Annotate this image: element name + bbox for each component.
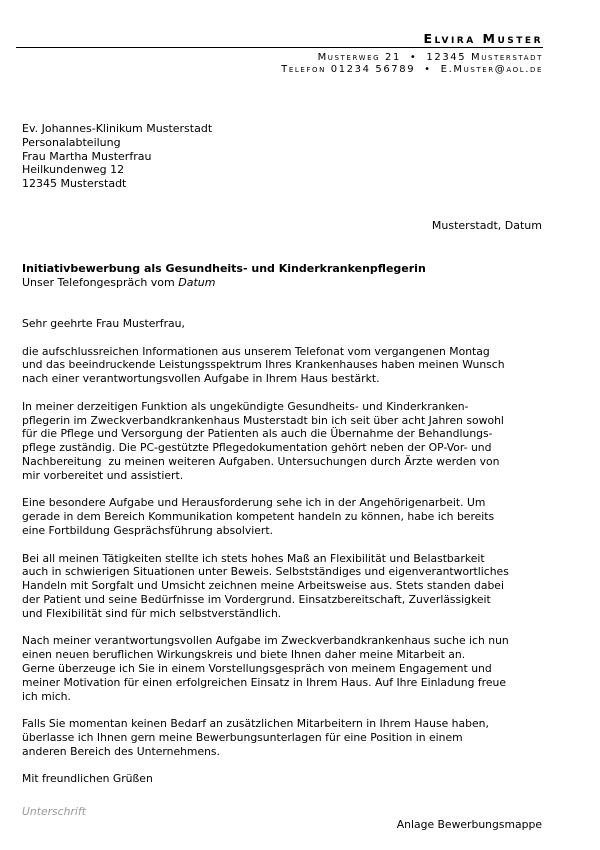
body-line: pflege zuständig. Die PC-gestützte Pflegedokumentation gehört neben der OP-Vor- und bbox=[22, 441, 492, 455]
salutation: Sehr geehrte Frau Musterfrau, bbox=[22, 317, 185, 330]
reference-prefix: Unser Telefongespräch vom bbox=[22, 276, 179, 289]
paragraph-5 bbox=[22, 634, 552, 703]
paragraph-4 bbox=[22, 552, 552, 621]
body-line: Bei all meinen Tätigkeiten stellte ich stets hohes Maß an Flexibilität und Belastbarkeit bbox=[22, 551, 485, 565]
recipient-line: Heilkundenweg 12 bbox=[22, 163, 125, 177]
paragraph-2 bbox=[22, 400, 552, 483]
recipient-line: Personalabteilung bbox=[22, 135, 121, 149]
sender-city: 12345 Musterstadt bbox=[426, 52, 543, 63]
recipient-line: Ev. Johannes-Klinikum Musterstadt bbox=[22, 122, 213, 135]
body-line: für die Pflege und Versorgung der Patienten als auch die Übernahme der Behandlungs- bbox=[22, 427, 493, 441]
closing: Mit freundlichen Grüßen bbox=[22, 772, 153, 786]
body-line: anderen Bereich des Unternehmens. bbox=[22, 744, 220, 758]
body-line: auch in schwierigen Situationen unter Beweis. Selbstständiges und eigenverantwortliches bbox=[22, 565, 509, 579]
body-line: Handeln mit Sorgfalt und Umsicht zeichnen meine Arbeitsweise aus. Stets standen dabei bbox=[22, 579, 504, 593]
separator-dot: • bbox=[409, 52, 418, 63]
date-line: Musterstadt, Datum bbox=[431, 219, 542, 232]
subject-block bbox=[22, 262, 426, 290]
letter-body bbox=[22, 317, 552, 800]
body-line: meiner Motivation für einen erfolgreichen Einsatz in Ihrem Haus. Auf Ihre Einladung freue bbox=[22, 675, 506, 689]
sender-contact-line bbox=[281, 64, 543, 75]
body-line: pflegerin im Zweckverbandkrankenhaus Musterstadt bin ich seit über acht Jahren sowohl bbox=[22, 413, 504, 427]
paragraph-1 bbox=[22, 345, 552, 386]
body-line: und Flexibilität sind für mich selbstverständlich. bbox=[22, 606, 282, 620]
body-line: Nach meiner verantwortungsvollen Aufgabe im Zweckverbandkrankenhaus suche ich nun bbox=[22, 634, 509, 648]
body-line: Falls Sie momentan keinen Bedarf an zusätzlichen Mitarbeitern in Ihrem Hause haben, bbox=[22, 717, 489, 731]
enclosure-note: Anlage Bewerbungsmappe bbox=[396, 818, 542, 831]
body-line: In meiner derzeitigen Funktion als ungekündigte Gesundheits- und Kinderkranken- bbox=[22, 399, 469, 413]
recipient-line: 12345 Musterstadt bbox=[22, 177, 127, 191]
paragraph-3 bbox=[22, 496, 552, 537]
sender-street: Musterweg 21 bbox=[317, 52, 401, 63]
body-line: überlasse ich Ihnen gern meine Bewerbungsunterlagen für eine Position in einem bbox=[22, 730, 463, 744]
body-line: Eine besondere Aufgabe und Herausforderung sehe ich in der Angehörigenarbeit. Um bbox=[22, 496, 486, 510]
body-line: gerade in dem Bereich Kommunikation kompetent handeln zu können, habe ich bereits bbox=[22, 510, 495, 524]
subject-title: Initiativbewerbung als Gesundheits- und Kinderkrankenpflegerin bbox=[22, 262, 426, 275]
body-line: ich mich. bbox=[22, 689, 71, 703]
body-line: Gerne überzeuge ich Sie in einem Vorstellungsgespräch von meinem Engagement und bbox=[22, 661, 492, 675]
body-line: der Patient und seine Bedürfnisse im Vordergrund. Einsatzbereitschaft, Zuverlässigkeit bbox=[22, 592, 491, 606]
body-line: nach einer verantwortungsvollen Aufgabe in Ihrem Haus bestärkt. bbox=[22, 372, 380, 386]
sender-email[interactable]: E.Muster@aol.de bbox=[440, 64, 543, 75]
subject-reference bbox=[22, 276, 426, 290]
body-line: die aufschlussreichen Informationen aus unserem Telefonat vom vergangenen Montag bbox=[22, 344, 490, 358]
body-line: einen neuen beruflichen Wirkungskreis und biete Ihnen daher meine Mitarbeit an. bbox=[22, 648, 466, 662]
signature-placeholder: Unterschrift bbox=[22, 805, 86, 818]
body-line: mir vorbereitet und assistiert. bbox=[22, 468, 184, 482]
body-line: Nachbereitung zu meinen weiteren Aufgaben. Untersuchungen durch Ärzte werden von bbox=[22, 454, 500, 468]
separator-dot: • bbox=[424, 64, 432, 75]
header-divider bbox=[16, 47, 543, 48]
sender-phone: Telefon 01234 56789 bbox=[281, 64, 416, 75]
recipient-address bbox=[22, 122, 212, 191]
body-line: und das beeindruckende Leistungsspektrum Ihres Krankenhauses haben meinen Wunsch bbox=[22, 358, 505, 372]
recipient-line: Frau Martha Musterfrau bbox=[22, 149, 152, 163]
body-line: eine Fortbildung Gesprächsführung absolviert. bbox=[22, 523, 274, 537]
sender-name: Elvira Muster bbox=[423, 31, 543, 46]
reference-date: Datum bbox=[178, 276, 216, 289]
paragraph-6 bbox=[22, 717, 552, 758]
sender-address-line bbox=[318, 52, 543, 63]
